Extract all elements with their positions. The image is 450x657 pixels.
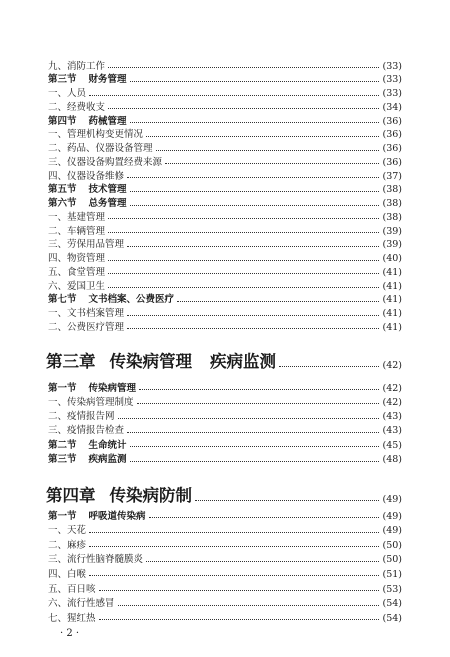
chapter-subtitle: 疾病监测 (210, 351, 276, 371)
dot-leader (146, 561, 379, 562)
section-title: 疾病监测 (88, 454, 127, 465)
section-heading (48, 75, 127, 85)
toc-item-row (48, 537, 402, 550)
dot-leader (130, 122, 380, 123)
page-reference: (54) (382, 598, 402, 610)
page-reference: (50) (382, 554, 402, 566)
item-title: 一、基建管理 (48, 211, 106, 223)
item-title: 三、仪器设备购置经费来源 (48, 156, 163, 168)
chapter-heading (46, 485, 192, 505)
item-title: 一、管理机构变更情况 (48, 129, 144, 141)
toc-section-row (48, 437, 402, 450)
item-title: 六、流行性感冒 (48, 598, 115, 610)
toc-item-row (48, 127, 402, 140)
dot-leader (99, 619, 380, 620)
toc-item-row (48, 278, 402, 291)
dot-leader (130, 446, 380, 447)
toc-item-row (48, 566, 402, 579)
toc-item-row (48, 209, 402, 222)
toc-item-row (48, 319, 402, 332)
section-title: 文书档案、公费医疗 (88, 294, 175, 306)
dot-leader (89, 95, 379, 96)
item-title: 五、百日咳 (48, 583, 96, 595)
dot-leader (177, 301, 379, 302)
section-number: 第四节 (48, 115, 77, 127)
toc-item-row (48, 552, 402, 565)
toc-item-row (48, 99, 402, 112)
page-reference: (50) (382, 539, 402, 551)
page-reference: (36) (382, 143, 402, 154)
section-number: 第六节 (48, 198, 77, 209)
item-title: 二、公费医疗管理 (48, 321, 125, 333)
page-reference: (43) (382, 425, 402, 437)
dot-leader (108, 287, 379, 288)
page-reference: (49) (382, 510, 402, 522)
toc-item-row (48, 264, 402, 277)
page-reference: (34) (382, 101, 402, 113)
page-reference: (38) (382, 211, 402, 223)
toc-item-row (48, 423, 402, 436)
dot-leader (130, 81, 380, 82)
dot-leader (108, 218, 379, 219)
section-title: 总务管理 (88, 198, 127, 209)
toc-section-row (48, 452, 402, 465)
item-title: 三、疫情报告检查 (48, 425, 125, 437)
item-title: 七、猩红热 (48, 612, 96, 624)
section-heading (48, 384, 136, 394)
chapter-title: 传染病管理 (109, 351, 192, 371)
page-reference: (48) (382, 454, 402, 465)
page-reference: (43) (382, 411, 402, 423)
page-reference: (41) (382, 294, 402, 306)
item-title: 四、物资管理 (48, 253, 106, 264)
toc-item-row (48, 409, 402, 422)
toc-item-row (48, 223, 402, 236)
item-title: 一、天花 (48, 525, 87, 537)
dot-leader (89, 546, 379, 547)
chapter-number: 第三章 (46, 351, 96, 371)
toc-item-row (48, 154, 402, 167)
dot-leader (130, 461, 380, 462)
section-title: 技术管理 (88, 184, 127, 196)
item-title: 四、仪器设备维修 (48, 170, 125, 182)
page-reference: (41) (382, 266, 402, 278)
item-title: 二、麻疹 (48, 539, 87, 551)
section-heading (48, 295, 174, 305)
section-title: 药械管理 (88, 115, 127, 127)
page-reference: (42) (382, 396, 402, 408)
dot-leader (130, 205, 380, 206)
dot-leader (118, 418, 380, 419)
page-reference: (33) (382, 88, 402, 99)
section-heading (48, 455, 127, 465)
section-number: 第三节 (48, 74, 77, 86)
toc-item-row (48, 306, 402, 319)
toc-section-row (48, 182, 402, 195)
page-reference: (42) (382, 359, 402, 371)
toc-section-row (48, 380, 402, 393)
chapter-number: 第四章 (46, 485, 96, 505)
dot-leader (89, 575, 379, 576)
page-reference: (41) (382, 321, 402, 333)
chapter-heading (46, 351, 276, 371)
section-number: 第七节 (48, 294, 77, 306)
page-reference: (38) (382, 184, 402, 196)
dot-leader (279, 366, 379, 367)
toc-section-row (48, 196, 402, 209)
dot-leader (130, 191, 380, 192)
dot-leader (139, 389, 379, 390)
section-number: 第一节 (48, 510, 77, 522)
section-number: 第一节 (48, 382, 77, 394)
dot-leader (127, 177, 379, 178)
item-title: 二、药品、仪器设备管理 (48, 143, 153, 154)
item-title: 三、劳保用品管理 (48, 239, 125, 251)
page-reference: (36) (382, 129, 402, 141)
dot-leader (108, 67, 379, 68)
item-title: 一、人员 (48, 88, 87, 99)
dot-leader (165, 163, 379, 164)
section-heading (48, 117, 127, 127)
section-number: 第二节 (48, 439, 77, 451)
section-number: 第三节 (48, 454, 77, 465)
toc-item-row (48, 523, 402, 536)
dot-leader (108, 232, 379, 233)
page-reference: (38) (382, 198, 402, 209)
page-reference: (36) (382, 115, 402, 127)
page-number: · 2 · (60, 628, 80, 639)
section-title: 呼吸道传染病 (88, 510, 146, 522)
toc-item-row (48, 394, 402, 407)
page-reference: (42) (382, 382, 402, 394)
dot-leader (108, 273, 379, 274)
item-title: 二、疫情报告网 (48, 411, 115, 423)
page-reference: (41) (382, 280, 402, 292)
section-title: 传染病管理 (88, 382, 137, 394)
toc-chapter-row (46, 484, 402, 504)
toc-item-row (48, 251, 402, 264)
item-title: 六、爱国卫生 (48, 280, 106, 292)
item-title: 二、经费收支 (48, 101, 106, 113)
dot-leader (118, 605, 380, 606)
dot-leader (108, 108, 379, 109)
dot-leader (127, 432, 379, 433)
toc-item-row (48, 237, 402, 250)
toc-item-row (48, 581, 402, 594)
dot-leader (149, 517, 380, 518)
dot-leader (146, 136, 379, 137)
dot-leader (89, 532, 379, 533)
item-title: 一、文书档案管理 (48, 308, 125, 319)
item-title: 三、流行性脑脊髓膜炎 (48, 554, 144, 566)
page-reference: (51) (382, 568, 402, 580)
toc-item-row (48, 168, 402, 181)
page-reference: (53) (382, 583, 402, 595)
dot-leader (195, 500, 379, 501)
page-reference: (37) (382, 170, 402, 182)
dot-leader (137, 403, 380, 404)
dot-leader (127, 246, 379, 247)
item-title: 五、食堂管理 (48, 266, 106, 278)
page-reference: (39) (382, 225, 402, 237)
chapter-title: 传染病防制 (109, 485, 192, 505)
item-title: 一、传染病管理制度 (48, 396, 134, 408)
dot-leader (127, 328, 379, 329)
toc-section-row (48, 292, 402, 305)
page-reference: (33) (382, 60, 402, 72)
toc-item-row (48, 596, 402, 609)
toc-section-row (48, 508, 402, 521)
dot-leader (108, 260, 379, 261)
page-reference: (54) (382, 612, 402, 624)
section-number: 第五节 (48, 184, 77, 196)
item-title: 二、车辆管理 (48, 225, 106, 237)
item-title: 四、白喉 (48, 568, 87, 580)
toc-item-row (48, 141, 402, 154)
toc-chapter-row (46, 350, 402, 370)
page-reference: (40) (382, 253, 402, 264)
page-reference: (33) (382, 74, 402, 86)
section-title: 生命统计 (88, 439, 127, 451)
toc-item-row (48, 58, 402, 71)
item-title: 九、消防工作 (48, 60, 106, 72)
toc-section-row (48, 113, 402, 126)
dot-leader (156, 150, 380, 151)
section-title: 财务管理 (88, 74, 127, 86)
toc-item-row (48, 86, 402, 99)
section-heading (48, 441, 127, 451)
page-reference: (36) (382, 156, 402, 168)
page-reference: (41) (382, 308, 402, 319)
page-reference: (39) (382, 239, 402, 251)
section-heading (48, 199, 127, 209)
section-heading (48, 512, 146, 522)
toc-item-row (48, 610, 402, 623)
toc-section-row (48, 72, 402, 85)
page-reference: (49) (382, 493, 402, 505)
page-reference: (49) (382, 525, 402, 537)
dot-leader (99, 590, 380, 591)
section-heading (48, 185, 127, 195)
dot-leader (127, 315, 379, 316)
page-reference: (45) (382, 439, 402, 451)
